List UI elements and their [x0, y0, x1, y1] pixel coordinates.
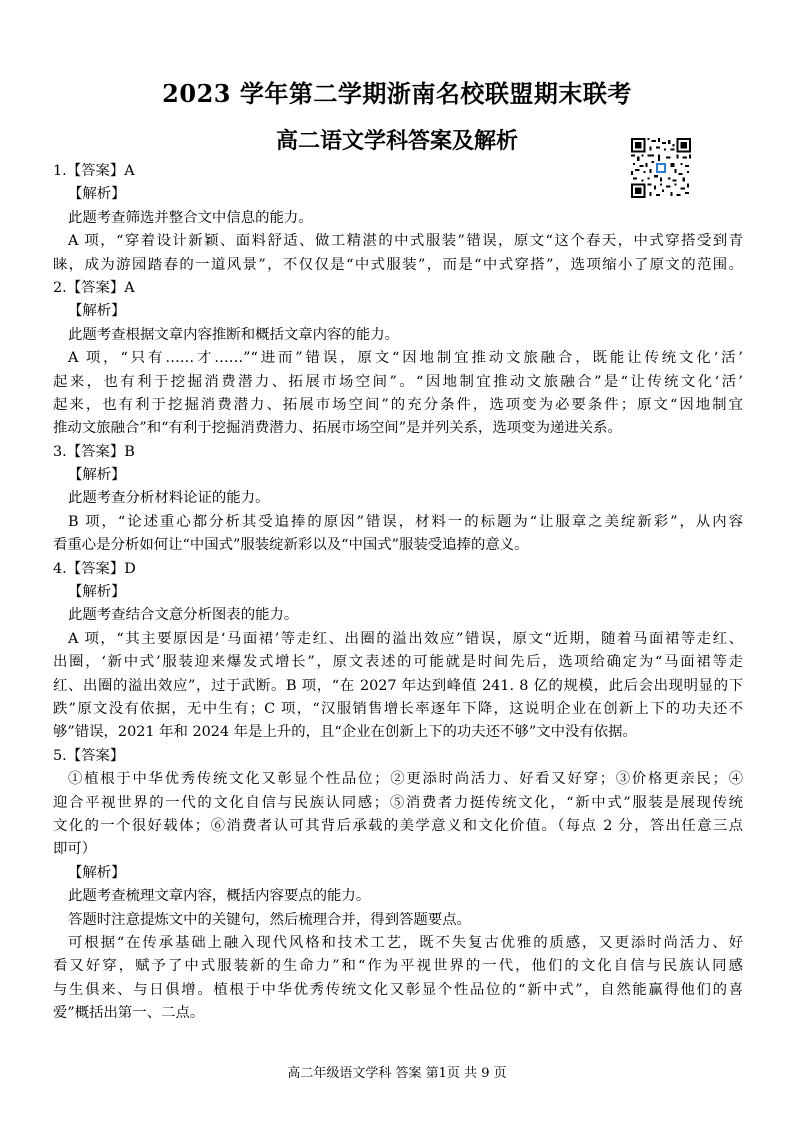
q4-answer-heading: 4.【答案】D: [53, 560, 136, 577]
text-line: 答题时注意提炼文中的关键句，然后梳理合并，得到答题要点。: [68, 911, 471, 928]
document-subtitle: 高二语文学科答案及解析: [275, 128, 518, 154]
analysis-label: 【解析】: [68, 584, 126, 601]
text-line: 此题考查结合文意分析图表的能力。: [68, 607, 299, 624]
q1-answer-heading: 1.【答案】A: [53, 163, 135, 179]
text-line: 出圈，‘新中式’服装迎来爆发式增长”，原文表述的可能就是时间先后，选项给确定为“马面裙等走: [53, 654, 743, 671]
analysis-label: 【解析】: [68, 303, 126, 320]
text-line: 即可）: [53, 841, 97, 858]
document-title: 2023 学年第二学期浙南名校联盟期末联考: [162, 79, 632, 108]
text-line: B 项，“论述重心都分析其受追捧的原因”错误，材料一的标题为“让服章之美绽新彩”，从内容: [68, 513, 743, 530]
page-footer: 高二年级语文学科 答案 第1页 共 9 页: [287, 1066, 507, 1081]
text-line: 够”错误，2021 年和 2024 年是上升的，且“企业在创新上下的功夫还不够”文中没有依据。: [53, 724, 637, 741]
text-line: 推动文旅融合”和“有利于挖掘消费潜力、拓展市场空间”是并列关系，选项变为递进关系。: [53, 420, 622, 437]
text-line: 起来，也有利于挖掘消费潜力、拓展市场空间”。“因地制宜推动文旅融合”是“让传统文化‘活’: [53, 373, 743, 390]
text-line: 此题考查筛选并整合文中信息的能力。: [68, 209, 313, 226]
answer-content: [53, 160, 743, 1025]
text-line: 此题考查根据文章内容推断和概括文章内容的能力。: [68, 326, 399, 343]
text-line: 爱”概括出第一、二点。: [53, 1005, 205, 1022]
text-line: 看又好穿，赋予了中式服装新的生命力”和“作为平视世界的一代，他们的文化自信与民族认同感: [53, 958, 743, 975]
text-line: 迎合平视世界的一代的文化自信与民族认同感；⑤消费者力挺传统文化，“新中式”服装是展现传统: [53, 794, 743, 811]
q2-answer-heading: 2.【答案】A: [53, 279, 135, 296]
q5-answer-heading: 5.【答案】: [53, 747, 125, 764]
text-line: 此题考查梳理文章内容，概括内容要点的能力。: [68, 888, 371, 905]
analysis-label: 【解析】: [68, 864, 126, 881]
text-line: A 项，“穿着设计新颖、面料舒适、做工精湛的中式服装”错误，原文“这个春天，中式穿搭受到青: [68, 233, 743, 250]
analysis-label: 【解析】: [68, 186, 126, 203]
q3-answer-heading: 3.【答案】B: [53, 443, 135, 460]
text-line: 与生俱来、与日俱增。植根于中华优秀传统文化又彰显个性品位的“新中式”，自然能赢得他们的喜: [53, 981, 743, 998]
analysis-label: 【解析】: [68, 467, 126, 484]
text-line: ①植根于中华优秀传统文化又彰显个性品位；②更添时尚活力、好看又好穿；③价格更亲民；④: [68, 771, 743, 788]
text-line: 红、出圈的溢出效应”，过于武断。B 项，“在 2027 年达到峰值 241. 8 亿的规模，此后会出现明显的下: [53, 677, 743, 694]
text-line: A 项，“只有……才……”“进而”错误，原文“因地制宜推动文旅融合，既能让传统文化‘活’: [68, 350, 743, 367]
text-line: 睐，成为游园踏春的一道风景”，不仅仅是“中式服装”，而是“中式穿搭”，选项缩小了原文的范围。: [53, 256, 743, 273]
text-line: 文化的一个很好载体；⑥消费者认可其背后承载的美学意义和文化价值。（每点 2 分，答出任意三点: [53, 817, 743, 834]
text-line: 此题考查分析材料论证的能力。: [68, 490, 270, 507]
text-line: 跌”原文没有依据，无中生有；C 项，“汉服销售增长率逐年下降，这说明企业在创新上下的功夫还不: [53, 700, 743, 717]
text-line: 可根据“在传承基础上融入现代风格和技术工艺，既不失复古优雅的质感，又更添时尚活力、好: [68, 934, 743, 951]
text-line: 起来，也有利于挖掘消费潜力、拓展市场空间”的充分条件，选项变为必要条件；原文“因地制宜: [53, 396, 743, 413]
text-line: 看重心是分析如何让“中国式”服装绽新彩以及“中国式”服装受追捧的意义。: [53, 537, 529, 554]
text-line: A 项，“其主要原因是‘马面裙’等走红、出圈的溢出效应”错误，原文“近期，随着马面裙等走红、: [68, 630, 743, 647]
